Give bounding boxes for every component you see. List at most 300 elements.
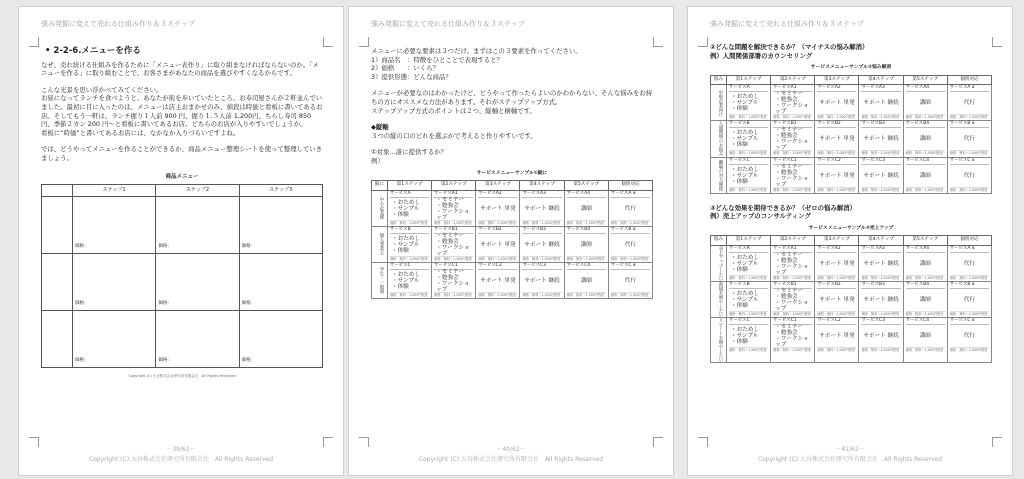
cell-price: 価格 無料～1,000円程度 <box>522 220 561 225</box>
table-cell <box>476 190 520 226</box>
table-cell <box>727 318 771 363</box>
list-item: ・おためし <box>731 94 759 101</box>
cell-content: サポート 継続 <box>863 100 899 107</box>
cell-service-name: サービスB1 <box>773 121 812 128</box>
cell-content <box>773 289 812 311</box>
table-cell <box>947 282 991 318</box>
paragraph: ◆縦軸 <box>371 123 389 132</box>
cell-content <box>434 198 473 220</box>
cell-service-name: サービスB <box>729 121 768 128</box>
cell-service-name: サービスB1 <box>773 282 812 289</box>
cell-price: 価格 無料～1,000円程度 <box>434 256 472 261</box>
service-menu-table <box>371 180 653 299</box>
cell-service-name: サービスC3 <box>861 158 900 165</box>
table-cell <box>520 190 564 226</box>
list-item: ・セミナー <box>436 268 465 275</box>
cell-price: 価格 無料～1,000円程度 <box>905 187 944 192</box>
table-cell <box>903 85 947 121</box>
list-item: ・ワークショップ <box>775 175 809 188</box>
list-item: ・勉強会 <box>775 97 798 104</box>
cell-price: 価格 無料～1,000円程度 <box>729 115 767 120</box>
cell-price: 価格 無料～1,000円程度 <box>566 256 605 261</box>
list-item: ・体験 <box>731 303 748 310</box>
sheet-cell <box>42 253 73 310</box>
table-cell <box>859 245 903 281</box>
list-item: ・体験 <box>392 283 409 290</box>
cell-service-name: サービスA4 <box>906 85 945 92</box>
table-cell <box>388 262 432 298</box>
table-cell <box>727 85 771 121</box>
table-cell <box>859 85 903 121</box>
list-item: ・体験 <box>731 106 748 113</box>
list-item: ・ワークショップ <box>436 280 470 293</box>
cell-price: 価格 無料～1,000円程度 <box>949 275 988 280</box>
list-item: ・おためし <box>392 271 420 278</box>
cell-service-name: サービスB3 <box>861 121 900 128</box>
table-cell <box>608 190 652 226</box>
sheet-header: ステップ2 <box>156 185 239 197</box>
sheet-cell: 価格： <box>73 253 156 310</box>
cell-content <box>434 270 473 292</box>
table-cell <box>903 121 947 157</box>
crop-mark <box>29 37 39 47</box>
table-cell <box>388 190 432 226</box>
paragraph: 例）売上アップのコンサルティング <box>710 212 811 221</box>
list-item: ・セミナー <box>436 196 465 203</box>
column-header: 第5ステップ <box>903 236 947 246</box>
table-cell <box>947 121 991 157</box>
cell-content: サポート 継続 <box>863 333 899 340</box>
cell-price: 価格 無料～1,000円程度 <box>522 256 561 261</box>
cell-service-name: サービスB α <box>950 282 989 289</box>
sheet-cell: 価格： <box>239 310 322 367</box>
cell-price: 価格 無料～1,000円程度 <box>773 348 811 353</box>
cell-content <box>773 165 812 187</box>
cell-content: 代行 <box>624 277 636 284</box>
cell-content: 代行 <box>624 241 636 248</box>
table-cell <box>771 157 815 193</box>
table-title: サービスメニューサンプル②悩み解消 <box>810 65 892 71</box>
cell-content: サポート 継続 <box>524 241 560 248</box>
cell-content: 代行 <box>963 333 975 340</box>
list-item: ・体験 <box>392 247 409 254</box>
column-header: 第1ステップ <box>727 75 771 85</box>
cell-price: 価格 無料～1,000円程度 <box>610 256 649 261</box>
sheet-title: 商品メニュー <box>165 173 199 180</box>
cell-price: 価格 無料～1,000円程度 <box>610 220 649 225</box>
paragraph: なぜ、売れ続ける仕組みを作るために「メニュー表作り」に取り組まなければならないのか。「メニューを作る」に取り組むことで、お客さまがあなたの商品を選びやすくなるからです。 <box>41 60 319 78</box>
row-label: 個人事業主 <box>372 226 388 262</box>
table-cell <box>947 318 991 363</box>
list-item: ・ワークショップ <box>775 139 809 152</box>
column-header: 個別対応 <box>947 236 991 246</box>
cell-price: 価格 無料～1,000円程度 <box>905 151 944 156</box>
document-page-39 <box>18 6 344 476</box>
cell-content: サポート 継続 <box>863 260 899 267</box>
table-corner: 縦に <box>372 181 388 191</box>
list-item: ・ワークショップ <box>775 300 809 313</box>
list-item: ・セミナー <box>775 251 804 258</box>
cell-content: サポート 継続 <box>524 277 560 284</box>
crop-mark <box>992 37 1002 47</box>
list-item: ・勉強会 <box>775 294 798 301</box>
sheet-cell: 価格： <box>73 310 156 367</box>
list-item: ・体験 <box>731 142 748 149</box>
paragraph: お昼になってランチを食べようと、あなたが街を歩いていたところ、お寿司屋さんが２軒並んでいました。最初に目に入ったのは、メニューは店主おまかせのみ、値段は時価と看板に書いてあるお店。そしてもう一軒は、ランチ握り１人前 900 円、握り１.５人前 1,200円、ちらし寿司 850 円、季節２カン 200 円～と看板に書いてあるお店。どちらのお店が入りやすいでしょうか。 <box>41 94 323 129</box>
paragraph: 3）提供形態：どんな商品？ <box>371 72 452 81</box>
cell-price: 価格 無料～1,000円程度 <box>905 312 944 317</box>
cell-price: 価格 無料～1,000円程度 <box>817 187 856 192</box>
table-cell <box>476 262 520 298</box>
cell-service-name: サービスC <box>729 158 768 165</box>
cell-service-name: サービスB3 <box>522 227 561 234</box>
sheet-cell: 価格： <box>156 196 239 253</box>
cell-content <box>729 289 768 311</box>
cell-service-name: サービスB3 <box>861 282 900 289</box>
paragraph: ③どんな効果を期待できるか？（ゼロの悩み解消） <box>710 203 857 212</box>
list-item: ・おためし <box>731 254 759 261</box>
cell-content: 代行 <box>963 297 975 304</box>
cell-price: 価格 無料～1,000円程度 <box>861 312 900 317</box>
page-header: 強み発掘に変えて売れる仕組み作り＆３ステップ <box>371 20 525 28</box>
cell-price: 価格 無料～1,000円程度 <box>773 275 811 280</box>
cell-price: 価格 無料～1,000円程度 <box>905 115 944 120</box>
paragraph: 看板に“時価”と書いてあるお店には、なかなか入りづらいですよね。 <box>41 128 240 137</box>
cell-content: 講師 <box>919 172 931 179</box>
table-cell <box>815 318 859 363</box>
cell-content: サポート 単発 <box>819 172 855 179</box>
table-cell <box>859 318 903 363</box>
page-body <box>41 47 323 380</box>
table-cell <box>947 85 991 121</box>
cell-service-name: サービスA2 <box>478 191 517 198</box>
cell-content <box>729 325 768 347</box>
cell-content: 講師 <box>580 277 592 284</box>
row-label: 人間関係のお悩み <box>711 121 727 157</box>
page-body <box>371 47 653 299</box>
table-cell <box>727 157 771 193</box>
cell-service-name: サービスA1 <box>773 85 812 92</box>
table-cell <box>903 245 947 281</box>
cell-service-name: サービスB <box>729 282 768 289</box>
cell-content: サポート 単発 <box>819 333 855 340</box>
sheet-cell: 価格： <box>239 196 322 253</box>
list-item: ・勉強会 <box>775 169 798 176</box>
list-item: ・サンプル <box>731 136 759 143</box>
table-cell <box>815 121 859 157</box>
table-cell <box>771 85 815 121</box>
list-item: ・セミナー <box>775 163 804 170</box>
cell-price: 価格 無料～1,000円程度 <box>817 275 856 280</box>
paragraph: 例）人間関係部署のカウンセリング <box>710 51 813 60</box>
sheet-header <box>42 185 73 197</box>
cell-price: 価格 無料～1,000円程度 <box>861 275 900 280</box>
cell-content: サポート 単発 <box>819 100 855 107</box>
cell-service-name: サービスB2 <box>478 227 517 234</box>
cell-content: 代行 <box>624 205 636 212</box>
table-cell <box>520 226 564 262</box>
table-cell <box>564 262 608 298</box>
cell-service-name: サービスC3 <box>522 263 561 270</box>
cell-content <box>434 234 473 256</box>
list-item: ・おためし <box>731 291 759 298</box>
cell-price: 価格 無料～1,000円程度 <box>861 151 900 156</box>
cell-service-name: サービスC α <box>611 263 650 270</box>
cell-price: 価格 無料～1,000円程度 <box>861 187 900 192</box>
cell-content <box>729 92 768 114</box>
cell-content: サポート 単発 <box>480 241 516 248</box>
cell-price: 価格 無料～1,000円程度 <box>817 312 856 317</box>
cell-service-name: サービスA <box>729 246 768 253</box>
page-number: －41/62－ <box>835 446 865 453</box>
cell-content <box>773 253 812 275</box>
list-item: ・勉強会 <box>436 202 459 209</box>
list-item: ・おためし <box>731 130 759 137</box>
column-header: 第2ステップ <box>771 236 815 246</box>
cell-price: 価格 無料～1,000円程度 <box>522 292 561 297</box>
page-header: 強み発掘に変えて売れる仕組み作り＆３ステップ <box>710 20 864 28</box>
cell-content <box>390 234 429 256</box>
table-cell <box>727 121 771 157</box>
cell-price: 価格 無料～1,000円程度 <box>773 187 811 192</box>
table-cell <box>771 318 815 363</box>
cell-content: サポート 単発 <box>819 136 855 143</box>
row-label: 中小企業様 <box>372 190 388 226</box>
paragraph: 例） <box>371 156 384 165</box>
crop-mark <box>653 37 663 47</box>
list-item: ・サンプル <box>731 333 759 340</box>
list-item: ・ワークショップ <box>436 208 470 221</box>
cell-price: 価格 無料～1,000円程度 <box>817 115 856 120</box>
cell-content <box>773 325 812 347</box>
column-header: 個別対応 <box>947 75 991 85</box>
cell-service-name: サービスC2 <box>817 318 856 325</box>
sheet-cell: 価格： <box>239 253 322 310</box>
cell-content: 講師 <box>919 297 931 304</box>
row-label: リピートを増やしたい <box>711 318 727 363</box>
cell-service-name: サービスC1 <box>773 318 812 325</box>
table-cell <box>947 157 991 193</box>
cell-service-name: サービスB α <box>950 121 989 128</box>
cell-content: サポート 単発 <box>819 260 855 267</box>
table-cell <box>815 85 859 121</box>
cell-service-name: サービスA <box>390 191 429 198</box>
column-header: 個別対応 <box>608 181 652 191</box>
table-cell <box>476 226 520 262</box>
cell-content: 講師 <box>919 260 931 267</box>
list-item: ・ワークショップ <box>436 244 470 257</box>
cell-price: 価格 無料～1,000円程度 <box>478 292 517 297</box>
cell-price: 価格 無料～1,000円程度 <box>861 348 900 353</box>
list-item: ・勉強会 <box>436 238 459 245</box>
cell-price: 価格 無料～1,000円程度 <box>729 348 767 353</box>
cell-price: 価格 無料～1,000円程度 <box>729 275 767 280</box>
list-item: ・おためし <box>731 166 759 173</box>
page-footer: Copyright (C) 大谷株式会社研究所有限会社 All Rights Reserved <box>757 456 943 463</box>
cell-price: 価格 無料～1,000円程度 <box>729 187 767 192</box>
list-item: ・セミナー <box>775 127 804 134</box>
list-item: ・サンプル <box>731 100 759 107</box>
list-item: ・体験 <box>731 339 748 346</box>
cell-service-name: サービスA3 <box>861 246 900 253</box>
cell-service-name: サービスC α <box>950 318 989 325</box>
column-header: 第4ステップ <box>859 75 903 85</box>
cell-content <box>390 270 429 292</box>
cell-content: 講師 <box>919 333 931 340</box>
paragraph: 2）価格 ：いくら？ <box>371 64 439 73</box>
cell-content <box>729 253 768 275</box>
cell-service-name: サービスA1 <box>434 191 473 198</box>
cell-service-name: サービスC4 <box>567 263 606 270</box>
table-cell <box>859 121 903 157</box>
column-header: 第1ステップ <box>727 236 771 246</box>
cell-price: 価格 無料～1,000円程度 <box>434 292 472 297</box>
column-header: 第5ステップ <box>564 181 608 191</box>
cell-price: 価格 無料～1,000円程度 <box>566 220 605 225</box>
column-header: 第4ステップ <box>859 236 903 246</box>
table-cell <box>608 262 652 298</box>
paragraph: こんな光景を思い浮かべてみてください。 <box>41 85 163 94</box>
service-menu-table <box>710 75 992 194</box>
cell-content: サポート 継続 <box>863 297 899 304</box>
table-corner: 悩み <box>711 75 727 85</box>
cell-price: 価格 無料～1,000円程度 <box>905 275 944 280</box>
sheet-cell <box>42 196 73 253</box>
table-corner: 悩み <box>711 236 727 246</box>
cell-content: 講師 <box>919 100 931 107</box>
table-cell <box>520 262 564 298</box>
table-cell <box>947 245 991 281</box>
section-heading: • 2-2-6.メニューを作る <box>45 47 323 56</box>
paragraph: ステップアップ方式のポイントは２つ、縦軸と横軸です。 <box>371 106 536 115</box>
cell-price: 価格 無料～1,000円程度 <box>949 115 988 120</box>
list-item: ・サンプル <box>731 260 759 267</box>
paragraph: ②どんな問題を解決できるか？（マイナスの悩み解消） <box>710 43 869 51</box>
sheet-header: ステップ1 <box>73 185 156 197</box>
table-cell <box>432 190 476 226</box>
cell-service-name: サービスC2 <box>478 263 517 270</box>
crop-mark <box>359 37 369 47</box>
sheet-cell: 価格： <box>156 310 239 367</box>
table-cell <box>771 121 815 157</box>
row-label: 新規を増やしたい <box>711 282 727 318</box>
list-item: ・体験 <box>731 178 748 185</box>
table-cell <box>771 245 815 281</box>
list-item: ・おためし <box>731 327 759 334</box>
cell-price: 価格 無料～1,000円程度 <box>817 151 856 156</box>
cell-content: 代行 <box>963 260 975 267</box>
service-menu-table <box>710 235 992 363</box>
sheet-copyright: Copyright (C) 大谷株式会社研究所有限会社 All Rights Reserved <box>128 373 236 378</box>
table-cell <box>903 282 947 318</box>
cell-service-name: サービスB α <box>611 227 650 234</box>
column-header: 第1ステップ <box>388 181 432 191</box>
cell-service-name: サービスC α <box>950 158 989 165</box>
document-page-41 <box>687 6 1013 476</box>
column-header: 第3ステップ <box>815 236 859 246</box>
table-cell <box>859 157 903 193</box>
list-item: ・勉強会 <box>775 133 798 140</box>
list-item: ・ワークショップ <box>775 103 809 116</box>
cell-content: サポート 継続 <box>524 205 560 212</box>
sheet-cell: 価格： <box>73 196 156 253</box>
menu-sheet-table <box>41 184 323 368</box>
cell-service-name: サービスA3 <box>522 191 561 198</box>
cell-content <box>773 92 812 114</box>
cell-content: 代行 <box>963 100 975 107</box>
cell-price: 価格 無料～1,000円程度 <box>566 292 605 297</box>
list-item: ・サンプル <box>731 297 759 304</box>
table-title: サービスメニューサンプル③売上アップ <box>808 225 894 231</box>
list-item: ・ワークショップ <box>775 336 809 349</box>
cell-service-name: サービスA2 <box>817 85 856 92</box>
cell-service-name: サービスA3 <box>861 85 900 92</box>
cell-price: 価格 無料～1,000円程度 <box>729 312 767 317</box>
cell-content <box>729 165 768 187</box>
table-cell <box>432 262 476 298</box>
table-cell <box>771 282 815 318</box>
cell-price: 価格 無料～1,000円程度 <box>817 348 856 353</box>
table-cell <box>859 282 903 318</box>
cell-price: 価格 無料～1,000円程度 <box>773 115 811 120</box>
table-cell <box>727 245 771 281</box>
cell-price: 価格 無料～1,000円程度 <box>434 220 472 225</box>
list-item: ・セミナー <box>436 232 465 239</box>
cell-service-name: サービスA α <box>950 246 989 253</box>
sheet-cell: 価格： <box>156 253 239 310</box>
page-number: －40/62－ <box>496 446 526 453</box>
column-header: 第4ステップ <box>520 181 564 191</box>
list-item: ・サンプル <box>392 241 420 248</box>
list-item: ・サンプル <box>731 172 759 179</box>
cell-content: サポート 継続 <box>863 172 899 179</box>
row-label: 売上アップしたい <box>711 245 727 281</box>
table-cell <box>903 318 947 363</box>
cell-content: 代行 <box>963 136 975 143</box>
page-body <box>710 43 992 363</box>
table-title: サービスメニューサンプル①縦に <box>476 170 548 176</box>
cell-service-name: サービスB2 <box>817 121 856 128</box>
paragraph: メニューに必要な要素は３つだけ。まずはこの３要素を作ってください。 <box>371 47 582 55</box>
cell-content: サポート 単発 <box>480 277 516 284</box>
cell-price: 価格 無料～1,000円程度 <box>861 115 900 120</box>
crop-mark <box>698 37 708 47</box>
list-item: ・勉強会 <box>775 330 798 337</box>
row-label: 職場の対人関係 <box>711 157 727 193</box>
cell-service-name: サービスA <box>729 85 768 92</box>
column-header: 第2ステップ <box>432 181 476 191</box>
crop-mark <box>323 37 333 47</box>
cell-price: 価格 無料～1,000円程度 <box>773 151 811 156</box>
cell-price: 価格 無料～1,000円程度 <box>390 256 428 261</box>
table-cell <box>564 226 608 262</box>
table-cell <box>903 157 947 193</box>
cell-price: 価格 無料～1,000円程度 <box>949 151 988 156</box>
list-item: ・サンプル <box>392 277 420 284</box>
sheet-cell <box>42 310 73 367</box>
list-item: ・おためし <box>392 199 420 206</box>
cell-price: 価格 無料～1,000円程度 <box>478 220 517 225</box>
cell-service-name: サービスB <box>390 227 429 234</box>
cell-service-name: サービスC3 <box>861 318 900 325</box>
cell-service-name: サービスA2 <box>817 246 856 253</box>
cell-content: 講師 <box>919 136 931 143</box>
cell-service-name: サービスC <box>390 263 429 270</box>
cell-service-name: サービスA4 <box>567 191 606 198</box>
list-item: ・体験 <box>392 211 409 218</box>
cell-service-name: サービスA1 <box>773 246 812 253</box>
cell-service-name: サービスB2 <box>817 282 856 289</box>
